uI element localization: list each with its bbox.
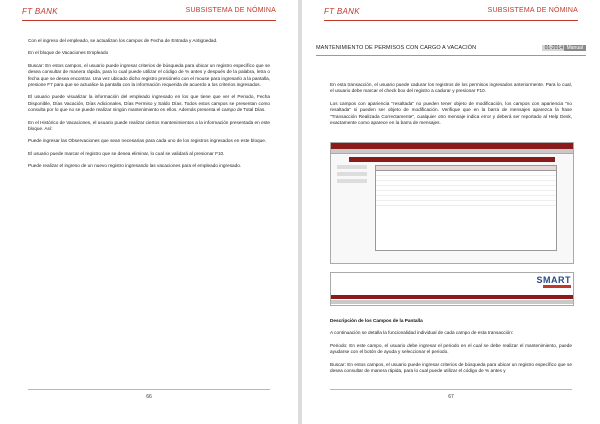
form-side-fields xyxy=(337,165,367,186)
section-title-bar xyxy=(316,43,586,56)
app-menu-bar xyxy=(331,295,573,299)
intro-content xyxy=(330,82,572,132)
app-toolbar xyxy=(331,149,573,154)
subsystem-title: SUBSISTEMA DE NÓMINA xyxy=(185,7,276,14)
paragraph: A continuación se detalla la funcionalidad individual de cada campo de esta transacción: xyxy=(330,330,514,336)
subsection-title: Descripción de los Campos de la Pantalla xyxy=(330,318,423,323)
records-table xyxy=(375,165,557,251)
detail-content xyxy=(330,318,572,380)
body-content xyxy=(28,38,270,176)
paragraph: En el bloque de Vacaciones Empleado xyxy=(28,50,109,56)
paragraph: Puede realizar el ingreso de un nuevo registro ingresando las vacaciones para el empleado ingresado. xyxy=(28,163,242,169)
subsystem-title: SUBSISTEMA DE NÓMINA xyxy=(487,7,578,14)
page-number: 66 xyxy=(146,394,152,400)
page-67 xyxy=(302,0,600,424)
page-66 xyxy=(0,0,298,424)
paragraph: El usuario puede visualizar la información del empleado ingresado en los que tiene que ver el Periodo, Fecha Disponible, Días Vacación, Días Adicionales, Días Permiso y Saldo Días. Todos estos campos se presentan como consulta por lo que no se puede realizar ningún mantenimiento en ellos. Además presenta el campo de Total Días. xyxy=(28,94,270,113)
footer-divider xyxy=(330,389,572,390)
logo-underline xyxy=(543,285,571,288)
smart-logo: SMART xyxy=(536,275,571,285)
form-title-bar xyxy=(349,157,555,162)
paragraph: Periodo: En este campo, el usuario debe ingresar el periodo en el cual se debe realizar el mantenimiento, puede ayudarse con el botón de ayuda y seleccionar el periodo. xyxy=(330,342,572,355)
page-number: 67 xyxy=(448,394,454,400)
paragraph: Buscar: En estos campos, el usuario puede ingresar criterios de búsqueda para ubicar un registro específico que se desea consultar de manera rápida, para lo cual puede utilizar el código de % antes y después de la palabra, letra o fecha que se desea encontrar. Una vez ubicado dicho registro presiónelo con el mouse para ingresarlo a la pantalla, presione F7 para que se actualice la pantalla con la información requerida de acuerdo a los criterios ingresados. xyxy=(28,62,270,88)
section-title: MANTENIMIENTO DE PERMISOS CON CARGO A VACACIÓN xyxy=(316,45,477,51)
paragraph: El usuario puede marcar el registro que se desea eliminar, lo cual se validará al presionar F10. xyxy=(28,150,225,156)
bank-logo-text: FT BANK xyxy=(324,7,360,16)
paragraph: Los campos con apariencia "resaltada" no pueden tener objeto de modificación, los campos con apariencia "no resaltada" si pueden ser objeto de modificación. Verifique que en la barra de mensajes aparezca la frase "Transacción Realizada Correctamente", cualquier otro mensaje indica error y deberá ser reportado al Help Desk, exactamente como aparece en la barra de mensajes. xyxy=(330,100,572,126)
version-badge: Manual xyxy=(564,45,586,51)
bank-logo-text: FT BANK xyxy=(22,7,58,16)
page-header xyxy=(22,7,276,21)
paragraph: Con el ingreso del empleado, se actualizan los campos de Fecha de Entrada y Antigüedad. xyxy=(28,38,218,43)
paragraph: En esta transacción, el usuario puede cadurar los registros de los permisos ingresados anteriormente. Para lo cual, el usuario debe marcar el check box del registro a cadurar y presionar F10. xyxy=(330,82,572,94)
screen-capture-secondary xyxy=(330,272,574,306)
app-toolbar xyxy=(331,300,573,304)
date-badge: 01-2014 xyxy=(542,45,566,51)
screen-capture-main xyxy=(330,142,574,264)
table-row xyxy=(376,201,556,206)
paragraph: En el Histórico de Vacaciones, el usuario puede realizar ciertos mantenimientos a la información presentada en este bloque. Así: xyxy=(28,119,270,132)
paragraph: Buscar: En estos campos, el usuario puede ingresar criterios de búsqueda para ubicar un registro específico que se desea consultar de manera rápida, para lo cual puede utilizar el código de % antes y xyxy=(330,361,572,374)
footer-divider xyxy=(28,389,270,390)
paragraph: Puede ingresar las Observaciones que sean necesarias para cada uno de los registros ingresados en este bloque. xyxy=(28,138,267,144)
page-header xyxy=(324,7,578,21)
